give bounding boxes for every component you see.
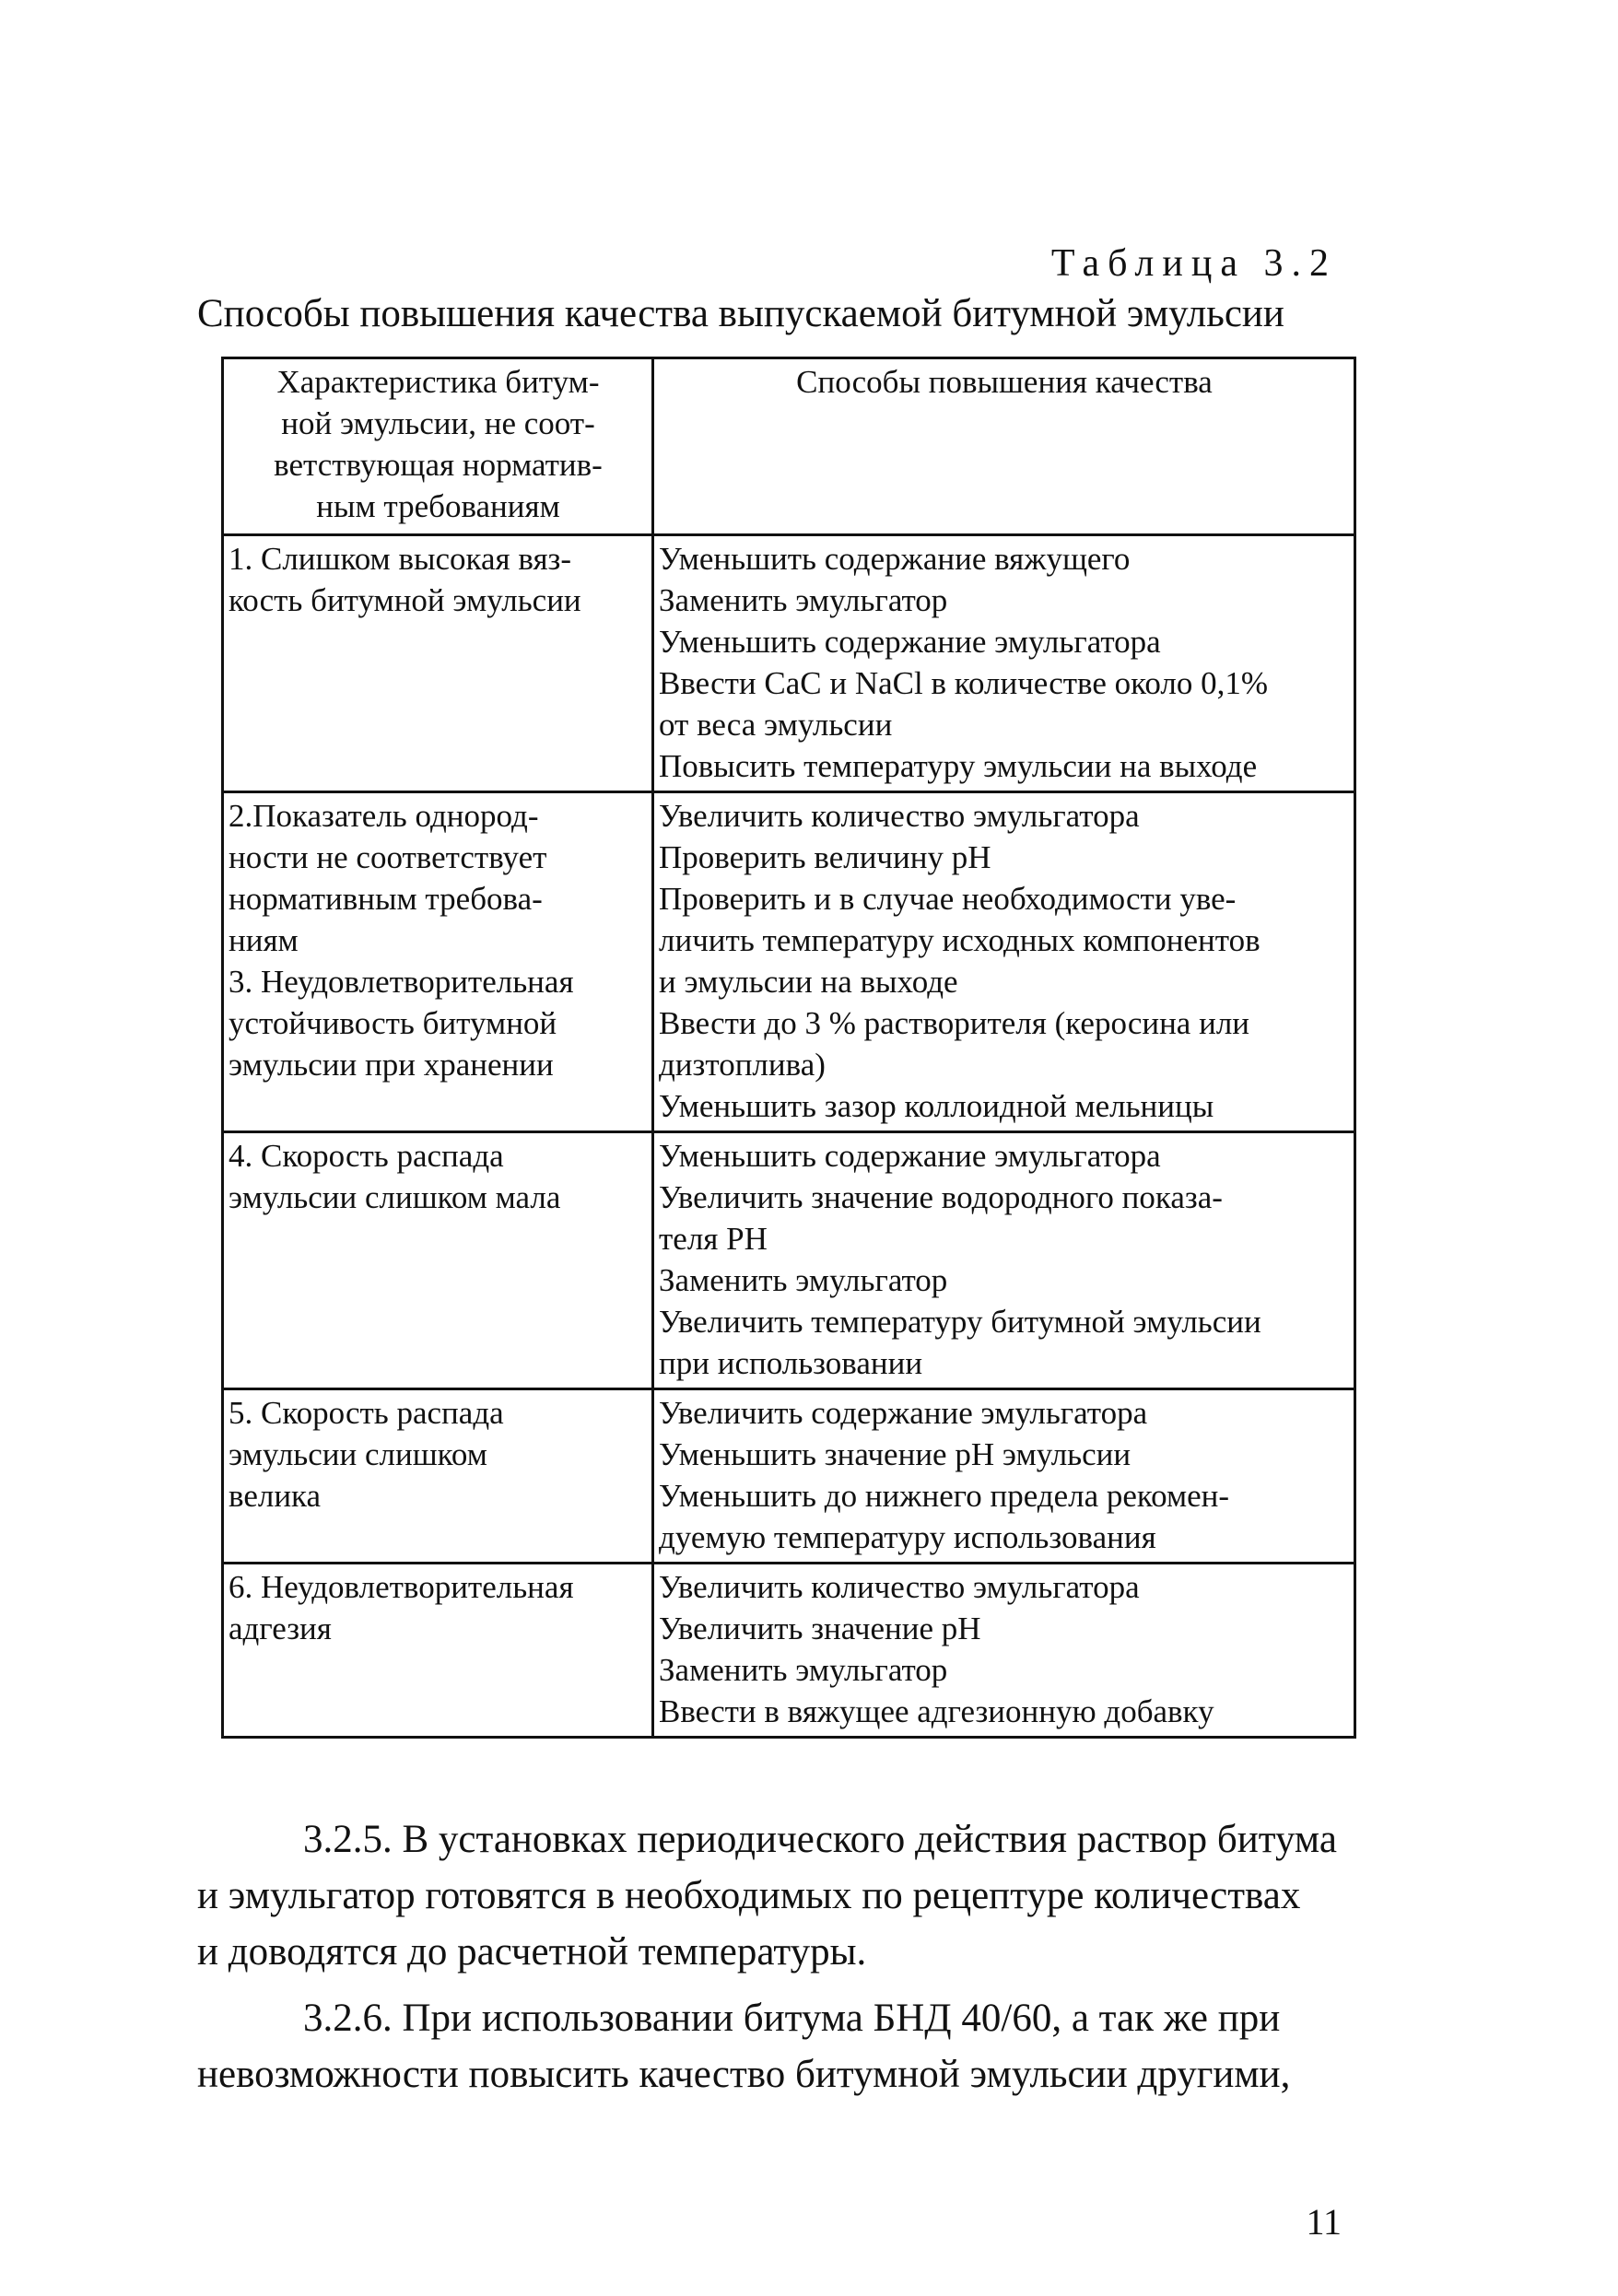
cell-line: дизтоплива) [659,1047,826,1083]
cell-line: 5. Скорость распада [229,1395,504,1431]
cell-line: Увеличить температуру битумной эмульсии [659,1304,1261,1340]
row-characteristic [223,1132,653,1389]
table-row [223,1564,1355,1738]
cell-line: Ввести CaC и NaCl в количестве около 0,1% [659,665,1269,701]
row-characteristic [223,792,653,1132]
cell-line: Увеличить количество эмульгатора [659,1569,1140,1605]
paragraph-line: невозможности повысить качество битумной эмульсии другими, [197,2053,1291,2096]
cell-line: при использовании [659,1345,923,1381]
row-methods [653,535,1355,792]
cell-line: Ввести до 3 % растворителя (керосина или [659,1005,1250,1041]
table-row [223,792,1355,1132]
header-characteristic-line: ным требованиям [316,488,560,524]
cell-line: Уменьшить содержание вяжущего [659,541,1131,577]
cell-line: ниям [229,922,299,958]
row-methods [653,1389,1355,1564]
cell-line: Уменьшить содержание эмульгатора [659,1138,1161,1174]
row-methods [653,1564,1355,1738]
cell-line: Увеличить содержание эмульгатора [659,1395,1148,1431]
header-characteristic-line: ветствующая норматив- [274,447,603,483]
cell-line: Проверить и в случае необходимости уве- [659,881,1237,917]
cell-line: личить температуру исходных компонентов [659,922,1260,958]
header-characteristic-line: ной эмульсии, не соот- [281,405,595,441]
cell-line: 1. Слишком высокая вяз- [229,541,572,577]
page-number: 11 [1306,2201,1342,2243]
table-row [223,1132,1355,1389]
cell-line: 4. Скорость распада [229,1138,504,1174]
row-characteristic [223,535,653,792]
cell-line: ности не соответствует [229,839,547,875]
quality-methods-table [221,357,1356,1739]
header-characteristic [223,358,653,535]
cell-line: кость битумной эмульсии [229,582,581,618]
paragraph-3-2-5 [197,1811,1386,1980]
row-characteristic [223,1389,653,1564]
cell-line: Уменьшить зазор коллоидной мельницы [659,1088,1214,1124]
cell-line: Уменьшить до нижнего предела рекомен- [659,1478,1230,1514]
cell-line: устойчивость битумной [229,1005,557,1041]
header-methods: Способы повышения качества [653,358,1355,535]
cell-line: эмульсии при хранении [229,1047,554,1083]
table-row [223,1389,1355,1564]
cell-line: эмульсии слишком [229,1436,487,1472]
cell-line: эмульсии слишком мала [229,1179,561,1215]
cell-line: дуемую температуру использования [659,1519,1156,1555]
cell-line: Уменьшить содержание эмульгатора [659,624,1161,660]
cell-line: и эмульсии на выходе [659,964,958,1000]
paragraph-3-2-6 [197,1990,1386,2103]
row-characteristic [223,1564,653,1738]
cell-line: 2.Показатель однород- [229,798,539,834]
table-caption: Способы повышения качества выпускаемой битумной эмульсии [197,292,1284,335]
paragraph-line: 3.2.5. В установках периодического действия раствор битума [303,1818,1337,1861]
paragraph-line: и эмульгатор готовятся в необходимых по рецептуре количествах [197,1874,1301,1917]
cell-line: Заменить эмульгатор [659,1262,948,1298]
table-row [223,535,1355,792]
cell-line: велика [229,1478,322,1514]
cell-line: Ввести в вяжущее адгезионную добавку [659,1693,1214,1729]
table-label: Таблица 3.2 [1050,242,1337,285]
cell-line: Заменить эмульгатор [659,582,948,618]
paragraph-line: 3.2.6. При использовании битума БНД 40/60, а так же при [303,1997,1281,2040]
table-header-row [223,358,1355,535]
header-characteristic-line: Характеристика битум- [276,364,600,400]
cell-line: 6. Неудовлетворительная [229,1569,574,1605]
cell-line: нормативным требова- [229,881,543,917]
cell-line: 3. Неудовлетворительная [229,964,574,1000]
cell-line: Заменить эмульгатор [659,1652,948,1688]
cell-line: теля PH [659,1221,768,1257]
cell-line: от веса эмульсии [659,707,893,743]
cell-line: Увеличить количество эмульгатора [659,798,1140,834]
cell-line: Увеличить значение водородного показа- [659,1179,1223,1215]
cell-line: Уменьшить значение pH эмульсии [659,1436,1131,1472]
cell-line: Увеличить значение pH [659,1611,981,1646]
paragraph-line: и доводятся до расчетной температуры. [197,1930,867,1974]
cell-line: адгезия [229,1611,332,1646]
row-methods [653,1132,1355,1389]
cell-line: Проверить величину pH [659,839,991,875]
row-methods [653,792,1355,1132]
cell-line: Повысить температуру эмульсии на выходе [659,748,1258,784]
